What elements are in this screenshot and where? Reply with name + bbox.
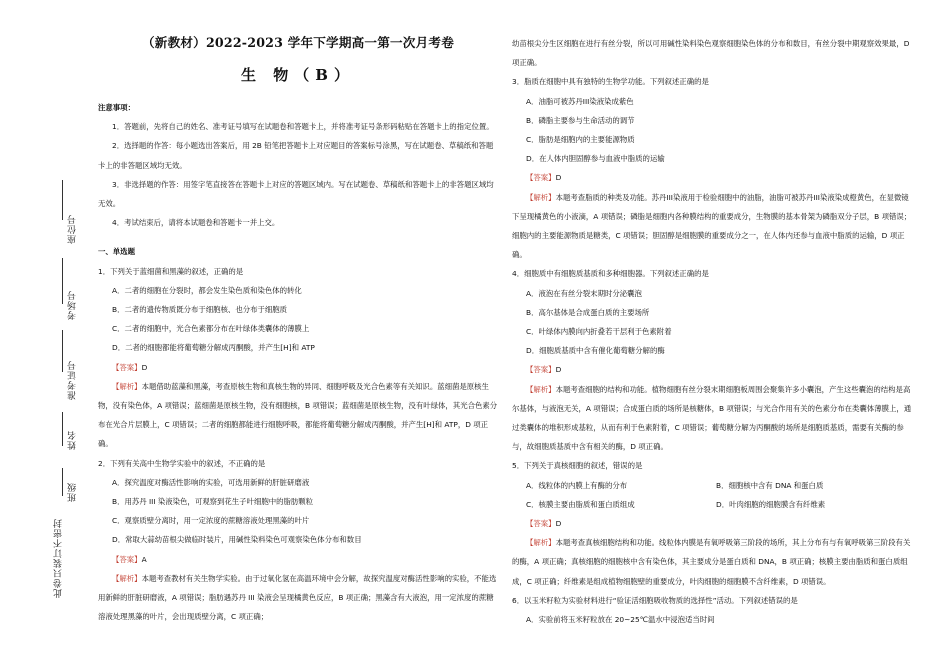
option: C．核膜主要由脂质和蛋白质组成 [526,499,635,509]
answer-tag: 【答案】 [112,362,142,372]
section-heading: 一、单选题 [98,247,135,257]
note-item: 2．选择题的作答：每小题选出答案后，用 2B 铅笔把答题卡上对应题目的答案标号涂黑，写在试题卷、草稿纸和答题卡上的非答题区域均无效。 [98,141,494,170]
option: A．油脂可被苏丹III染液染成紫色 [526,96,634,106]
option: C．二者的细胞中，光合色素都分布在叶绿体类囊体的薄膜上 [112,324,310,334]
note-item: 1．答题前，先将自己的姓名、准考证号填写在试题卷和答题卡上，并将准考证号条形码粘贴在答题卡上的指定位置。 [112,122,494,132]
answer-tag: 【答案】 [526,519,556,529]
option: C．观察质壁分离时，用一定浓度的蔗糖溶液处理黑藻的叶片 [112,516,310,526]
binding-line [62,412,63,446]
name-label: 姓名 [68,430,78,450]
question-stem: 2．下列有关高中生物学实验中的叙述，不正确的是 [98,458,266,468]
option: A．线粒体的内膜上有酶的分布 [526,480,628,490]
question-stem: 3．脂质在细胞中具有独特的生物学功能。下列叙述正确的是 [512,77,709,87]
explanation [512,380,912,457]
answer-value: D [141,362,148,372]
option: D．二者的细胞都能将葡萄糖分解成丙酮酸，并产生[H]和 ATP [112,343,315,353]
exam-title: （新教材）2022-2023 学年下学期高一第一次月考卷 [141,35,454,50]
binding-line [62,468,63,496]
option: B．二者的遗传物质既分布于细胞核、也分布于细胞质 [112,305,288,315]
explanation [512,188,912,265]
note-item: 4．考试结束后，请将本试题卷和答题卡一并上交。 [112,218,280,228]
option: D．在人体内胆固醇参与血液中脂质的运输 [526,154,665,164]
option: A．实验前将玉米籽粒放在 20~25℃温水中浸泡适当时间 [526,615,715,625]
explanation-text: 本题考查脂质的种类及功能。苏丹III染液用于检验细胞中的油脂，油脂可被苏丹III染液染成橙黄色，在显微镜下呈现橘黄色的小液滴，A 项错误；磷脂是细胞内各种膜结构的重要成分，生物膜的基本骨架为磷脂双分子层，B 项错误；细胞内的主要能源物质是糖类，C 项错误；胆固醇是细胞膜的重要成分之一，在人体内还参与血液中脂质的运输，D 项正确。 [512,192,912,260]
explanation-tag: 【解析】 [112,573,142,583]
answer-value: D [555,365,562,375]
class-label: 班级 [68,482,78,502]
answer-value: D [555,173,562,183]
seal-notice: 此卷只装订不密封 [54,518,64,598]
explanation-text: 本题考查教材有关生物学实验。由于过氧化氢在高温环境中会分解，故探究温度对酶活性影响的实验，不能选用新鲜的肝脏研磨液，A 项错误；脂肪遇苏丹 III 染液会呈现橘黄色反应，B 项正确；黑藻含有大液泡，用一定浓度的蔗糖溶液处理黑藻的叶片，会出现质壁分离，C 项正确； [98,573,497,622]
answer [512,360,912,379]
option: D．常取大蒜幼苗根尖做临时装片，用碱性染料染色可观察染色体分布和数目 [112,535,362,545]
answer-value: A [141,554,147,564]
explanation-tag: 【解析】 [526,192,556,202]
right-column [512,34,912,629]
option: D．细胞质基质中含有催化葡萄糖分解的酶 [526,346,665,356]
explanation-text: 本题考查细胞的结构和功能。植物细胞有丝分裂末期细胞板周围会聚集许多小囊泡，产生这些囊泡的结构是高尔基体，与液泡无关，A 项错误；合成蛋白质的场所是核糖体，B 项错误；与光合作用有关的色素分布在类囊体薄膜上，通过类囊体的堆积形成基粒，从而有利于色素附着，C 项错误；葡萄糖分解为丙酮酸的场所是细胞质基质，需要有关酶的参与，故细胞质基质中含有相关的酶，D 项正确。 [512,384,912,452]
option: C．脂肪是细胞内的主要能源物质 [526,135,635,145]
exam-room-label: 考场号 [68,290,78,320]
explanation-tag: 【解析】 [112,381,142,391]
option: A．探究温度对酶活性影响的实验，可选用新鲜的肝脏研磨液 [112,477,310,487]
answer [98,550,498,569]
answer [98,358,498,377]
option: A．二者的细胞在分裂时，都会发生染色质和染色体的转化 [112,285,302,295]
question-stem: 6．以玉米籽粒为实验材料进行“验证活细胞吸收物质的选择性”活动。下列叙述错误的是 [512,595,798,605]
notes-heading: 注意事项： [98,103,135,112]
option: B．高尔基体是合成蛋白质的主要场所 [526,307,650,317]
option: D．叶肉细胞的细胞膜含有纤维素 [716,499,826,509]
admission-number-label: 准考证号 [68,360,78,400]
option-row [512,495,912,514]
answer [512,514,912,533]
seat-number-label: 座位号 [68,214,78,244]
binding-line [62,258,63,304]
explanation [512,533,912,591]
binding-line [62,330,63,372]
binding-line [62,180,63,220]
explanation-text: 本题借助蓝藻和黑藻，考查原核生物和真核生物的异同、细胞呼吸及光合色素等有关知识。蓝细菌是原核生物，没有染色体，A 项错误；蓝细菌是原核生物，没有细胞核，B 项错误；蓝细菌是原核生物，没有叶绿体，其光合色素分布在光合片层膜上，C 项错误；二者的细胞都能进行细胞呼吸，都能将葡萄糖分解成丙酮酸，并产生[H]和 ATP，D 项正确。 [98,381,498,449]
option-row [512,476,912,495]
answer-tag: 【答案】 [112,554,142,564]
explanation-text: 本题考查真核细胞结构和功能。线粒体内膜是有氧呼吸第三阶段的场所，其上分布有与有氧呼吸第三阶段有关的酶，A 项正确；真核细胞的细胞核中含有染色体，其主要成分是蛋白质和 DNA，B 项正确；核膜主要由脂质和蛋白质组成，C 项正确；纤维素是组成植物细胞壁的重要成分，叶肉细胞的细胞膜不含纤维素，D 项错误。 [512,538,911,586]
question-stem: 1．下列关于蓝细菌和黑藻的叙述，正确的是 [98,266,244,276]
explanation-tag: 【解析】 [526,538,556,548]
answer-tag: 【答案】 [526,173,556,183]
question-stem: 5．下列关于真核细胞的叙述，错误的是 [512,461,643,471]
continued-text: 幼苗根尖分生区细胞在进行有丝分裂，所以可用碱性染料染色观察细胞染色体的分布和数目，有丝分裂中期观察效果最，D 项正确。 [512,39,910,68]
answer [512,168,912,187]
answer-tag: 【答案】 [526,365,556,375]
explanation [98,569,498,627]
option: B．磷脂主要参与生命活动的调节 [526,115,635,125]
left-column [98,0,498,626]
note-item: 3．非选择题的作答：用签字笔直接答在答题卡上对应的答题区域内。写在试题卷、草稿纸和答题卡上的非答题区域均无效。 [98,179,494,209]
question-stem: 4．细胞质中有细胞质基质和多种细胞器。下列叙述正确的是 [512,269,709,279]
explanation [98,377,498,454]
option: A．液泡在有丝分裂末期时分泌囊泡 [526,288,642,298]
answer-value: D [555,519,562,529]
option: B．细胞核中含有 DNA 和蛋白质 [716,480,824,490]
option: B．用苏丹 III 染液染色，可观察到花生子叶细胞中的脂肪颗粒 [112,497,314,507]
option: C．叶绿体内膜向内折叠若干层利于色素附着 [526,327,672,337]
explanation-tag: 【解析】 [526,384,556,394]
exam-subtitle: 生 物（B） [241,66,355,84]
